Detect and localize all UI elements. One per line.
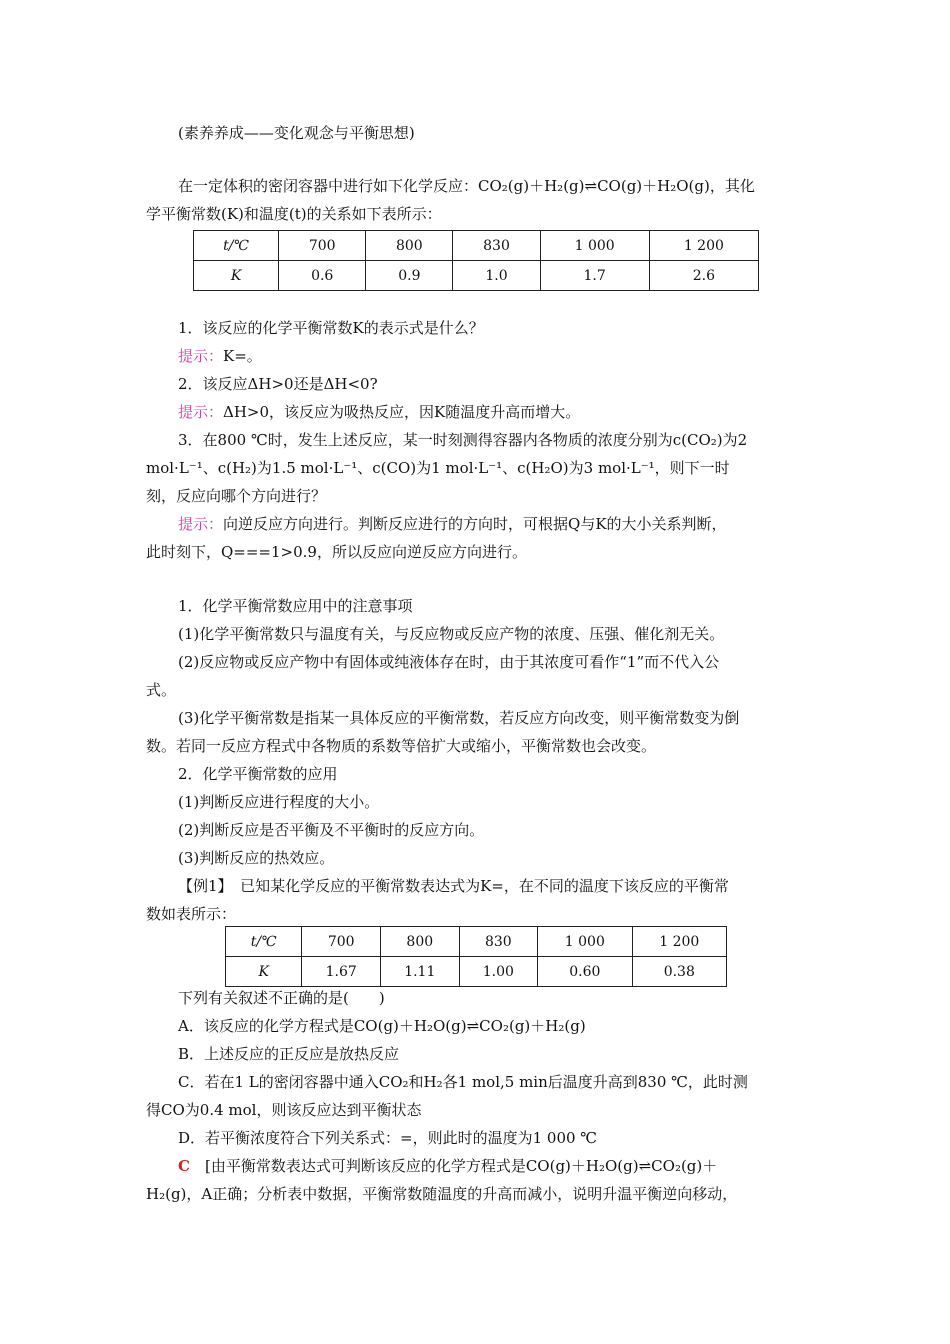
answer-line-1	[178, 1156, 717, 1176]
table-cell: K	[226, 957, 302, 987]
table-temperature-k-2	[225, 926, 727, 987]
example-label: 【例1】	[178, 877, 226, 895]
answer-text: [由平衡常数表达式可判断该反应的化学方程式是CO(g)＋H₂O(g)⇌CO₂(g)＋	[204, 1157, 718, 1175]
hint-3-line-1	[178, 514, 727, 534]
hint-3-line-2: 此时刻下，Q===1>0.9，所以反应向逆反应方向进行。	[146, 543, 527, 561]
table-cell: 1.0	[453, 261, 540, 291]
note-3-line-2: 数。若同一反应方程式中各物质的系数等倍扩大或缩小，平衡常数也会改变。	[146, 737, 657, 755]
note-1: (1)化学平衡常数只与温度有关，与反应物或反应产物的浓度、压强、催化剂无关。	[178, 625, 725, 643]
table-cell: 800	[381, 927, 460, 957]
table-cell: 700	[279, 231, 366, 261]
question-1: 1．该反应的化学平衡常数K的表示式是什么？	[178, 319, 484, 337]
option-a: A．该反应的化学方程式是CO(g)＋H₂O(g)⇌CO₂(g)＋H₂(g)	[178, 1017, 586, 1035]
question-2: 2．该反应ΔH>0还是ΔH<0?	[178, 375, 378, 393]
table-row	[226, 957, 727, 987]
table-cell: 1.11	[381, 957, 460, 987]
intro-line-1: 在一定体积的密闭容器中进行如下化学反应：CO₂(g)＋H₂(g)⇌CO(g)＋H₂O(g)，其化	[178, 177, 755, 195]
application-3: (3)判断反应的热效应。	[178, 849, 335, 867]
hint-label: 提示：	[178, 515, 224, 533]
intro-line-2: 学平衡常数(K)和温度(t)的关系如下表所示：	[146, 205, 442, 223]
table-cell: 1 200	[632, 927, 726, 957]
hint-label: 提示：	[178, 403, 224, 421]
question-stem: 下列有关叙述不正确的是( )	[178, 989, 385, 1007]
hint-text: ΔH>0，该反应为吸热反应，因K随温度升高而增大。	[223, 403, 581, 421]
table-row	[194, 261, 759, 291]
table-cell: 1.00	[459, 957, 538, 987]
hint-label: 提示：	[178, 347, 224, 365]
table-cell: 0.38	[632, 957, 726, 987]
notes-title-1: 1．化学平衡常数应用中的注意事项	[178, 597, 413, 615]
table-cell: 1 000	[540, 231, 649, 261]
option-c-line-2: 得CO为0.4 mol，则该反应达到平衡状态	[146, 1101, 422, 1119]
table-cell: 0.6	[279, 261, 366, 291]
application-2: (2)判断反应是否平衡及不平衡时的反应方向。	[178, 821, 485, 839]
table-cell: 1 000	[538, 927, 632, 957]
hint-2	[178, 402, 580, 422]
hint-text: 向逆反应方向进行。判断反应进行的方向时，可根据Q与K的大小关系判断，	[223, 515, 727, 533]
note-2-line-1: (2)反应物或反应产物中有固体或纯液体存在时，由于其浓度可看作“1”而不代入公	[178, 653, 720, 671]
table-cell: 700	[302, 927, 381, 957]
hint-text: K=。	[223, 347, 262, 365]
hint-1	[178, 346, 262, 366]
table-cell: K	[194, 261, 279, 291]
table-cell: 0.60	[538, 957, 632, 987]
option-d: D．若平衡浓度符合下列关系式：=，则此时的温度为1 000 ℃	[178, 1129, 598, 1147]
table-cell: 1 200	[649, 231, 758, 261]
question-3-line-3: 刻，反应向哪个方向进行？	[146, 487, 327, 505]
table-cell: 0.9	[366, 261, 453, 291]
notes-title-2: 2．化学平衡常数的应用	[178, 765, 338, 783]
table-cell: 1.67	[302, 957, 381, 987]
question-3-line-2: mol·L⁻¹、c(H₂)为1.5 mol·L⁻¹、c(CO)为1 mol·L⁻¹、c(H₂O)为3 mol·L⁻¹，则下一时	[146, 459, 730, 477]
section-heading: (素养养成——变化观念与平衡思想)	[178, 124, 415, 142]
application-1: (1)判断反应进行程度的大小。	[178, 793, 380, 811]
question-3-line-1: 3．在800 ℃时，发生上述反应，某一时刻测得容器内各物质的浓度分别为c(CO₂)为2	[178, 431, 748, 449]
table-cell: t/℃	[226, 927, 302, 957]
table-cell: 830	[459, 927, 538, 957]
table-cell: 1.7	[540, 261, 649, 291]
table-cell: 800	[366, 231, 453, 261]
table-cell: 830	[453, 231, 540, 261]
table-cell: 2.6	[649, 261, 758, 291]
table-temperature-k-1	[193, 230, 759, 291]
note-3-line-1: (3)化学平衡常数是指某一具体反应的平衡常数，若反应方向改变，则平衡常数变为倒	[178, 709, 740, 727]
table-cell: t/℃	[194, 231, 279, 261]
note-2-line-2: 式。	[146, 681, 177, 699]
table-row	[194, 231, 759, 261]
option-c-line-1: C．若在1 L的密闭容器中通入CO₂和H₂各1 mol,5 min后温度升高到830 ℃，此时测	[178, 1073, 748, 1091]
table-row	[226, 927, 727, 957]
option-b: B．上述反应的正反应是放热反应	[178, 1045, 400, 1063]
example-text: 已知某化学反应的平衡常数表达式为K=，在不同的温度下该反应的平衡常	[240, 877, 729, 895]
example-line-2: 数如表所示：	[146, 905, 237, 923]
answer-line-2: H₂(g)，A正确；分析表中数据，平衡常数随温度的升高而减小，说明升温平衡逆向移动，	[146, 1185, 738, 1203]
example-line-1	[178, 876, 729, 896]
answer-letter: C	[178, 1157, 190, 1175]
